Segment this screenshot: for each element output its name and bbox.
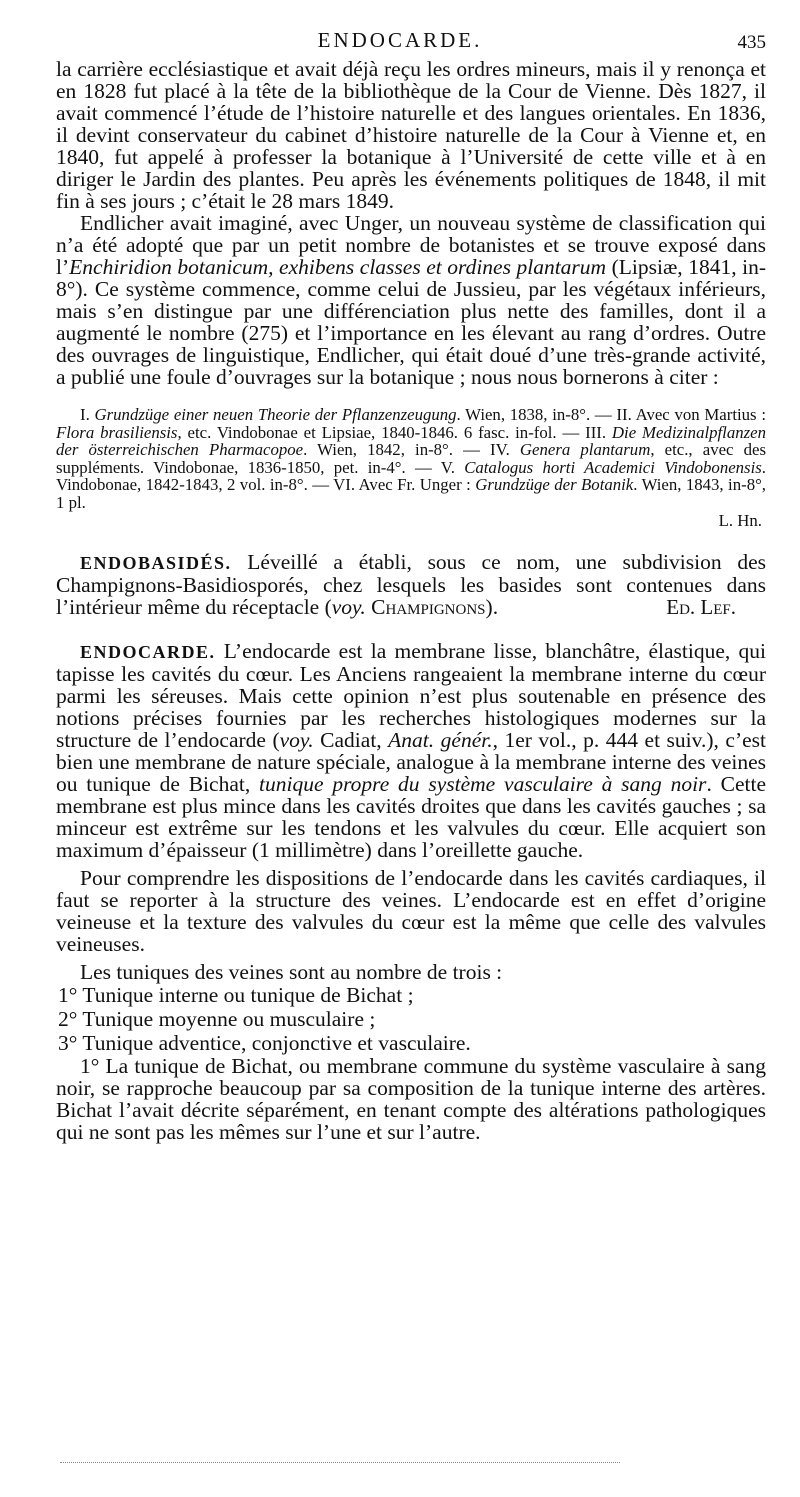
endocarde-p1-voy: voy. bbox=[279, 728, 314, 753]
page-body bbox=[56, 58, 766, 1143]
endocarde-paragraph-2: Pour comprendre les dispositions de l’endocarde dans les cavités cardiaques, il faut se reporter à la structure des veines. L’endocarde est en effet d’origine veineuse et la texture des valvules du cœur est la même que celle des valvules veineuses. bbox=[56, 866, 766, 957]
endobasides-ref: Champignons bbox=[365, 595, 486, 620]
endocarde-paragraph-4: 1° La tunique de Bichat, ou membrane commune du système vasculaire à sang noir, se rapproche beaucoup par sa composition de la tunique interne des artères. Bichat l’avait décrite séparément, en tenant compte des altérations pathologiques qui ne sont pas les mêmes sur l’une et sur l’autre. bbox=[56, 1054, 766, 1145]
page-number: 435 bbox=[737, 32, 766, 53]
entry-endocarde bbox=[56, 640, 766, 1143]
endlicher-bibliography bbox=[56, 406, 766, 529]
bib-i-rest: . Wien, 1838, in-8°. — II. Avec von Martius : bbox=[456, 405, 766, 424]
bib-i-title: Grundzüge einer neuen Theorie der Pflanzenzeugung bbox=[94, 405, 457, 424]
endocarde-p1-b: Cadiat, bbox=[313, 728, 389, 753]
enchiridion-title: Enchiridion botanicum, exhibens classes et ordines plantarum bbox=[69, 255, 607, 279]
endocarde-paragraph-1 bbox=[56, 640, 766, 861]
bib-ii-rest: , etc. Vindobonae et Lipsiae, 1840-1846. 6 fasc. in-fol. — III. bbox=[177, 422, 612, 442]
bibliography-signature: L. Hn. bbox=[718, 510, 762, 530]
bib-v-rest: . Vindobonae, 1842-1843, 2 vol. in-8°. — VI. Avec Fr. Unger : bbox=[56, 457, 766, 495]
endocarde-headword: ENDOCARDE. bbox=[80, 642, 216, 663]
endlicher-paragraph-1: la carrière ecclésiastique et avait déjà reçu les ordres mineurs, mais il y renonça et en 1828 fut placé à la tête de la bibliothèque de la Cour de Vienne. Dès 1827, il avait commencé l’étude de l’histoire naturelle et des langues orientales. En 1836, il devint conservateur du cabinet d’histoire naturelle de la Cour à Vienne et, en 1840, fut appelé à professer la botanique à l’Université de cette ville et à en diriger le Jardin des plantes. Peu après les événements politiques de 1848, il mit fin à ses jours ; c’était le 28 mars 1849. bbox=[56, 57, 766, 213]
endobasides-voy: voy. bbox=[331, 595, 366, 620]
endocarde-p1-anat: Anat. génér. bbox=[388, 728, 493, 753]
endocarde-paragraph-3: Les tuniques des veines sont au nombre de trois : bbox=[80, 960, 503, 985]
bib-vi-rest: . Wien, 1843, in-8°, 1 pl. bbox=[56, 475, 766, 512]
bib-iii-rest: . Wien, 1842, in-8°. — IV. bbox=[303, 440, 520, 460]
tunique-list-item: 2° Tunique moyenne ou musculaire ; bbox=[58, 1007, 376, 1032]
bib-ii-title: Flora brasiliensis bbox=[56, 422, 178, 442]
endocarde-p1-a: L’endocarde est la membrane lisse, blanchâtre, élastique, qui tapisse les cavités du cœur. Les Anciens rangeaient la membrane interne du cœur parmi les séreuses. Mais cette opinion n’est plus soutenable en présence des notions précises fournies par les recherches histologiques modernes sur la structure de l’endocarde ( bbox=[56, 639, 766, 753]
endocarde-p1-c: , 1er vol., p. 444 et suiv.), c’est bien une membrane de nature spéciale, analogue à la membrane interne des veines ou tunique de Bichat, bbox=[56, 728, 766, 797]
running-title: ENDOCARDE. bbox=[317, 28, 483, 52]
bib-v-title: Catalogus horti Academici Vindobonensis bbox=[464, 457, 762, 477]
page-header bbox=[0, 26, 800, 56]
bottom-margin-specks bbox=[60, 1460, 620, 1463]
endocarde-p1-tunique: tunique propre du système vasculaire à sang noir bbox=[259, 772, 707, 797]
endobasides-text-b: ). bbox=[485, 595, 499, 620]
tunique-list-item: 3° Tunique adventice, conjonctive et vasculaire. bbox=[58, 1031, 471, 1056]
endlicher-p2-text-a: Endlicher avait imaginé, avec Unger, un nouveau système de classification qui n’a été adopté que par un petit nombre de botanistes et se trouve exposé dans l’ bbox=[56, 211, 766, 279]
bibliography-text bbox=[56, 406, 766, 512]
endocarde-p1-d: . Cette membrane est plus mince dans les cavités droites que dans les cavités gauches ; sa minceur est extrême sur les tendons et les valvules du cœur. Elle acquiert son maximum d’épaisseur (1 millimètre) dans l’oreillette gauche. bbox=[56, 772, 766, 863]
endobasides-headword: ENDOBASIDÉS. bbox=[80, 553, 232, 574]
endlicher-paragraph-2 bbox=[56, 212, 766, 388]
bib-iii-title: Die Medizinalpflanzen der österreichischen Pharmacopoe bbox=[56, 422, 766, 460]
bib-i-num: I. bbox=[80, 405, 95, 424]
tunique-list-item: 1° Tunique interne ou tunique de Bichat ; bbox=[58, 983, 414, 1008]
bib-iv-title: Genera plantarum bbox=[519, 440, 651, 460]
endlicher-p2-text-b: (Lipsiæ, 1841, in-8°). Ce système commence, comme celui de Jussieu, par les végétaux inférieurs, mais s’en distingue par une différenciation plus nette des familles, dont il a augmenté le nombre (275) et l’importance en les élevant au rang d’ordres. Outre des ouvrages de linguistique, Endlicher, qui était doué d’une très-grande activité, a publié une foule d’ouvrages sur la botanique ; nous nous bornerons à citer : bbox=[56, 255, 766, 389]
bib-vi-title: Grundzüge der Botanik bbox=[475, 475, 634, 495]
endobasides-paragraph bbox=[56, 551, 766, 618]
bib-iv-rest: , etc., avec des suppléments. Vindobonae, 1836-1850, pet. in-4°. — V. bbox=[56, 440, 767, 477]
endobasides-signature: Ed. Lef. bbox=[666, 595, 736, 620]
entry-endobasides bbox=[56, 551, 766, 618]
endobasides-text-a: Léveillé a établi, sous ce nom, une subdivision des Champignons-Basidiosporés, chez lesquels les basides sont contenues dans l’intérieur même du réceptacle ( bbox=[56, 550, 766, 620]
